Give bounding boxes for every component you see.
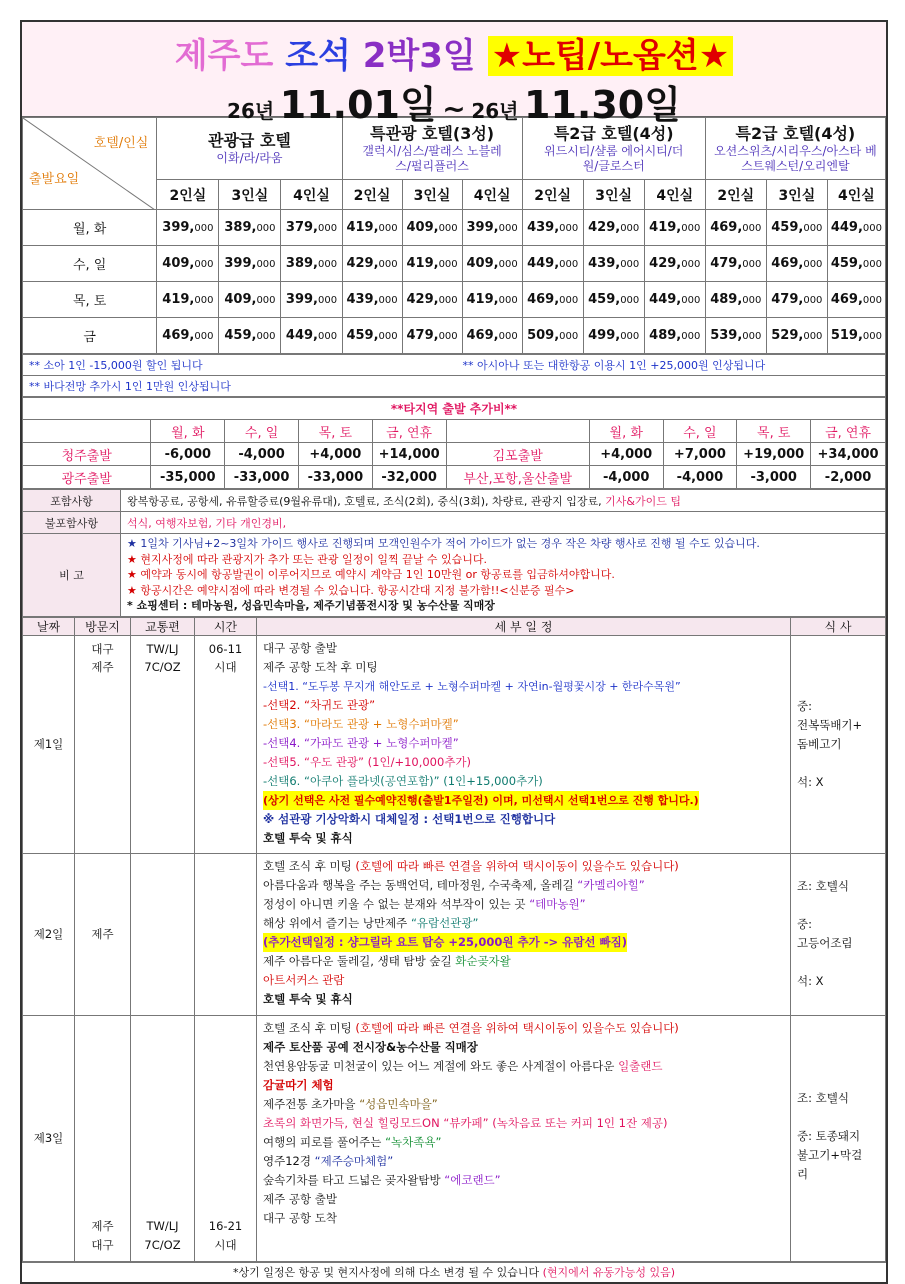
day2-label: 제2일 <box>23 853 75 1015</box>
room-type-header: 4인실 <box>281 180 342 210</box>
day2-place: 제주 <box>75 853 131 1015</box>
day1-meal: 중: 전복뚝배기+ 돔베고기 석: X <box>791 635 886 853</box>
price-cell: 459,000 <box>827 246 885 282</box>
price-rows <box>23 210 886 354</box>
day3-details: 호텔 조식 후 미팅 (호텔에 따라 빠른 연결을 위하여 택시이동이 있을수도 있습니다) 제주 토산품 공예 전시장&농수산물 직매장 천연용암동굴 미천굴이 있는 어느 계절에 와도 좋은 사계절이 아름다운 일출랜드 감귤따기 체험 제주전통 초가마을 “성읍민속마을” 초록의 화면가득, 현실 힐링모드ON “뷰카페” (녹차음료 또는 커피 1인 1잔 제공) 여행의 피로를 풀어주는 “녹차족욕” 영주12경 “제주승마체험” 숲속기차를 타고 드넓은 곶자왈탐방 “에코랜드” 제주 공항 출발 대구 공항 도착 <box>257 1015 791 1261</box>
price-cell: 469,000 <box>462 318 522 354</box>
price-row <box>23 318 886 354</box>
price-cell: 469,000 <box>522 282 583 318</box>
title-jeju: 제주도 <box>174 36 274 76</box>
start-year: 26년 <box>227 99 275 123</box>
day1-time: 06-11 시대 <box>195 635 257 853</box>
price-cell: 419,000 <box>462 282 522 318</box>
price-cell: 459,000 <box>583 282 644 318</box>
price-cell: 389,000 <box>219 210 281 246</box>
price-cell: 449,000 <box>644 282 705 318</box>
extra-day-header: 수, 일 <box>225 420 299 443</box>
price-cell: 449,000 <box>827 210 885 246</box>
extra-fee-cell: -3,000 <box>737 466 811 489</box>
day-label: 출발요일 <box>29 172 80 187</box>
extra-day-header: 금, 연휴 <box>811 420 886 443</box>
info-table <box>22 489 886 617</box>
day1-details: 대구 공항 출발 제주 공항 도착 후 미팅 -선택1. “도두봉 무지개 해안도로 + 노형수퍼마켙 + 자연in-월평꽃시장 + 한라수목원” -선택2. “차귀도 관광” -선택3. “마라도 관광 + 노형수퍼마켙” -선택4. “가파도 관광 + 노형수퍼마켙” -선택5. “우도 관광” (1인/+10,000추가) -선택6. “아쿠아 플라넷(공연포함)” (1인+15,000추가) (상기 선택은 사전 필수예약진행(출발1주일전) 이며, 미선택시 선택1번으로 진행 합니다.) ※ 섬관광 기상악화시 대체일정 : 선택1번으로 진행합니다 호텔 투숙 및 휴식 <box>257 635 791 853</box>
hotel-label: 호텔/인실 <box>93 136 149 151</box>
footer-note: *상기 일정은 항공 및 현지사정에 의해 다소 변경 될 수 있습니다 (현지에서 유동가능성 있음) <box>22 1262 886 1282</box>
day3-transport: TW/LJ 7C/OZ <box>131 1015 195 1261</box>
price-cell: 429,000 <box>342 246 402 282</box>
note-ocean: ** 바다전망 추가시 1인 1만원 인상됩니다 <box>23 376 886 397</box>
extra-fee-cell: -4,000 <box>225 443 299 466</box>
main-title <box>22 28 886 77</box>
price-cell: 459,000 <box>342 318 402 354</box>
extra-fee-cell: -6,000 <box>151 443 225 466</box>
extra-fee-cell: +4,000 <box>589 443 663 466</box>
price-cell: 409,000 <box>219 282 281 318</box>
extra-day-header: 금, 연휴 <box>372 420 446 443</box>
price-cell: 469,000 <box>827 282 885 318</box>
schedule-col-header: 교통편 <box>131 617 195 635</box>
notes-table <box>22 354 886 397</box>
end-date: 11.30일 <box>524 83 681 127</box>
price-cell: 409,000 <box>462 246 522 282</box>
price-cell: 419,000 <box>402 246 462 282</box>
room-type-header: 4인실 <box>827 180 885 210</box>
room-type-header: 3인실 <box>219 180 281 210</box>
price-cell: 489,000 <box>705 282 766 318</box>
title-nights: 2박3일 <box>362 36 476 76</box>
price-cell: 399,000 <box>281 282 342 318</box>
extra-fee-cell: -35,000 <box>151 466 225 489</box>
room-type-header: 2인실 <box>522 180 583 210</box>
extra-blank-cell <box>23 420 151 443</box>
day1-transport: TW/LJ 7C/OZ <box>131 635 195 853</box>
day3-label: 제3일 <box>23 1015 75 1261</box>
price-cell: 419,000 <box>644 210 705 246</box>
extra-origin-left: 광주출발 <box>23 466 151 489</box>
price-cell: 529,000 <box>766 318 827 354</box>
extra-rows <box>23 443 886 489</box>
extra-day-header: 월, 화 <box>589 420 663 443</box>
room-type-header: 3인실 <box>766 180 827 210</box>
extra-fee-cell: +34,000 <box>811 443 886 466</box>
extra-days-row <box>23 420 886 443</box>
extra-fee-cell: +14,000 <box>372 443 446 466</box>
end-year: 26년 <box>471 99 519 123</box>
room-type-header: 2인실 <box>157 180 219 210</box>
schedule-col-header: 식 사 <box>791 617 886 635</box>
price-cell: 399,000 <box>462 210 522 246</box>
price-cell: 519,000 <box>827 318 885 354</box>
price-row <box>23 210 886 246</box>
extra-fee-cell: -33,000 <box>225 466 299 489</box>
extra-day-header: 월, 화 <box>151 420 225 443</box>
price-cell: 419,000 <box>157 282 219 318</box>
price-cell: 449,000 <box>281 318 342 354</box>
day1-row <box>23 635 886 853</box>
price-cell: 439,000 <box>522 210 583 246</box>
schedule-col-header: 날짜 <box>23 617 75 635</box>
extra-blank-cell <box>446 420 589 443</box>
price-cell: 409,000 <box>157 246 219 282</box>
price-cell: 469,000 <box>766 246 827 282</box>
price-cell: 439,000 <box>583 246 644 282</box>
price-cell: 419,000 <box>342 210 402 246</box>
price-cell: 429,000 <box>644 246 705 282</box>
schedule-header <box>23 617 886 635</box>
extra-fee-cell: +19,000 <box>737 443 811 466</box>
price-row-day: 수, 일 <box>23 246 157 282</box>
incl-text: 왕복항공료, 공항세, 유류할증료(9월유류대), 호텔료, 조식(2회), 중식(3회), 차량료, 관광지 입장료, 기사&가이드 팁 <box>121 490 886 512</box>
extra-fee-cell: -33,000 <box>298 466 372 489</box>
room-type-header: 2인실 <box>342 180 402 210</box>
extra-day-header: 목, 토 <box>298 420 372 443</box>
price-cell: 439,000 <box>342 282 402 318</box>
price-cell: 469,000 <box>705 210 766 246</box>
schedule-col-header: 시간 <box>195 617 257 635</box>
price-cell: 469,000 <box>157 318 219 354</box>
title-joseok: 조석 <box>285 36 351 76</box>
excl-text: 석식, 여행자보험, 기타 개인경비, <box>121 512 886 534</box>
extra-row <box>23 466 886 489</box>
price-cell: 449,000 <box>522 246 583 282</box>
extra-origin-right: 김포출발 <box>446 443 589 466</box>
day1-label: 제1일 <box>23 635 75 853</box>
price-row-day: 월, 화 <box>23 210 157 246</box>
date-tilde: ~ <box>442 92 466 125</box>
price-cell: 429,000 <box>402 282 462 318</box>
day2-details: 호텔 조식 후 미팅 (호텔에 따라 빠른 연결을 위하여 택시이동이 있을수도 있습니다) 아름다움과 행복을 주는 동백언덕, 테마정원, 수국축제, 올레길 “카멜리아힐” 정성이 아니면 키울 수 없는 분재와 석부작이 있는 곳 “테마농원” 해상 위에서 즐기는 낭만제주 “유람선관광” (추가선택일정 : 샹그릴라 요트 탑승 +25,000원 추가 -> 유람선 빠짐) 제주 아름다운 둘레길, 생태 탐방 숲길 화순곶자왈 아트서커스 관람 호텔 투숙 및 휴식 <box>257 853 791 1015</box>
price-cell: 539,000 <box>705 318 766 354</box>
price-cell: 509,000 <box>522 318 583 354</box>
price-row-day: 목, 토 <box>23 282 157 318</box>
extra-fee-table <box>22 397 886 489</box>
price-cell: 409,000 <box>402 210 462 246</box>
price-row <box>23 282 886 318</box>
schedule-table <box>22 617 886 1262</box>
price-cell: 479,000 <box>705 246 766 282</box>
room-type-header: 2인실 <box>705 180 766 210</box>
extra-day-header: 수, 일 <box>663 420 737 443</box>
extra-fee-cell: -4,000 <box>663 466 737 489</box>
note-child: ** 소아 1인 -15,000원 할인 됩니다 <box>23 355 457 376</box>
extra-fee-cell: +4,000 <box>298 443 372 466</box>
extra-origin-right: 부산,포항,울산출발 <box>446 466 589 489</box>
remarks-label: 비 고 <box>23 534 121 617</box>
day3-row <box>23 1015 886 1261</box>
extra-fee-cell: -32,000 <box>372 466 446 489</box>
hotel-col-1: 관광급 호텔 이화/라/라움 <box>157 118 342 180</box>
schedule-col-header: 방문지 <box>75 617 131 635</box>
hotel-col-2: 특관광 호텔(3성) 갤럭시/심스/팔래스 노블레스/펄리플러스 <box>342 118 522 180</box>
remarks-list: ★ 1일차 기사님+2~3일차 가이드 행사로 진행되며 모객인원수가 적어 가이드가 없는 경우 작은 차량 행사로 진행 될 수도 있습니다. ★ 현지사정에 따라 관광지가 추가 또는 관광 일정이 일찍 끝날 수 있습니다. ★ 예약과 동시에 항공발권이 이루어지므로 예약시 계약금 1인 10만원 or 항공료를 입금하셔야합니다. ★ 항공시간은 예약시점에 따라 변경될 수 있습니다. 항공시간대 지정 불가함!!<신분증 필수> * 쇼핑센터 : 테마농원, 성읍민속마을, 제주기념품전시장 및 농수산물 직매장 <box>121 534 886 617</box>
tour-flyer <box>20 20 888 1284</box>
room-type-header: 4인실 <box>462 180 522 210</box>
excl-label: 불포함사항 <box>23 512 121 534</box>
price-cell: 459,000 <box>219 318 281 354</box>
day2-meal: 조: 호텔식 중: 고등어조림 석: X <box>791 853 886 1015</box>
price-row-day: 금 <box>23 318 157 354</box>
extra-day-header: 목, 토 <box>737 420 811 443</box>
price-cell: 399,000 <box>157 210 219 246</box>
extra-row <box>23 443 886 466</box>
extra-fee-cell: -2,000 <box>811 466 886 489</box>
extra-fee-title: **타지역 출발 추가비** <box>23 398 886 420</box>
price-cell: 499,000 <box>583 318 644 354</box>
table-corner <box>23 118 157 210</box>
room-type-header: 3인실 <box>583 180 644 210</box>
price-cell: 379,000 <box>281 210 342 246</box>
price-cell: 399,000 <box>219 246 281 282</box>
day3-time: 16-21 시대 <box>195 1015 257 1261</box>
price-cell: 429,000 <box>583 210 644 246</box>
price-cell: 479,000 <box>402 318 462 354</box>
note-airline: ** 아시아나 또는 대한항공 이용시 1인 +25,000원 인상됩니다 <box>457 355 886 376</box>
day3-places: 제주 대구 <box>75 1015 131 1261</box>
title-tag: ★노팁/노옵션★ <box>488 36 734 76</box>
incl-label: 포함사항 <box>23 490 121 512</box>
price-table <box>22 117 886 354</box>
price-cell: 459,000 <box>766 210 827 246</box>
price-cell: 389,000 <box>281 246 342 282</box>
price-cell: 489,000 <box>644 318 705 354</box>
room-type-header: 4인실 <box>644 180 705 210</box>
day2-row <box>23 853 886 1015</box>
extra-origin-left: 청주출발 <box>23 443 151 466</box>
hotel-col-3: 특2급 호텔(4성) 위드시티/샬롬 에어시티/더원/글로스터 <box>522 118 705 180</box>
day3-meal: 조: 호텔식 중: 토종돼지 불고기+막걸 리 <box>791 1015 886 1261</box>
extra-fee-cell: -4,000 <box>589 466 663 489</box>
hotel-col-4: 특2급 호텔(4성) 오션스위츠/시리우스/아스타 베스트웨스턴/오리엔탈 <box>705 118 885 180</box>
price-cell: 479,000 <box>766 282 827 318</box>
extra-fee-cell: +7,000 <box>663 443 737 466</box>
start-date: 11.01일 <box>279 83 437 127</box>
room-type-header: 3인실 <box>402 180 462 210</box>
price-row <box>23 246 886 282</box>
title-banner <box>22 22 886 127</box>
day1-places: 대구 제주 <box>75 635 131 853</box>
schedule-col-header: 세 부 일 정 <box>257 617 791 635</box>
